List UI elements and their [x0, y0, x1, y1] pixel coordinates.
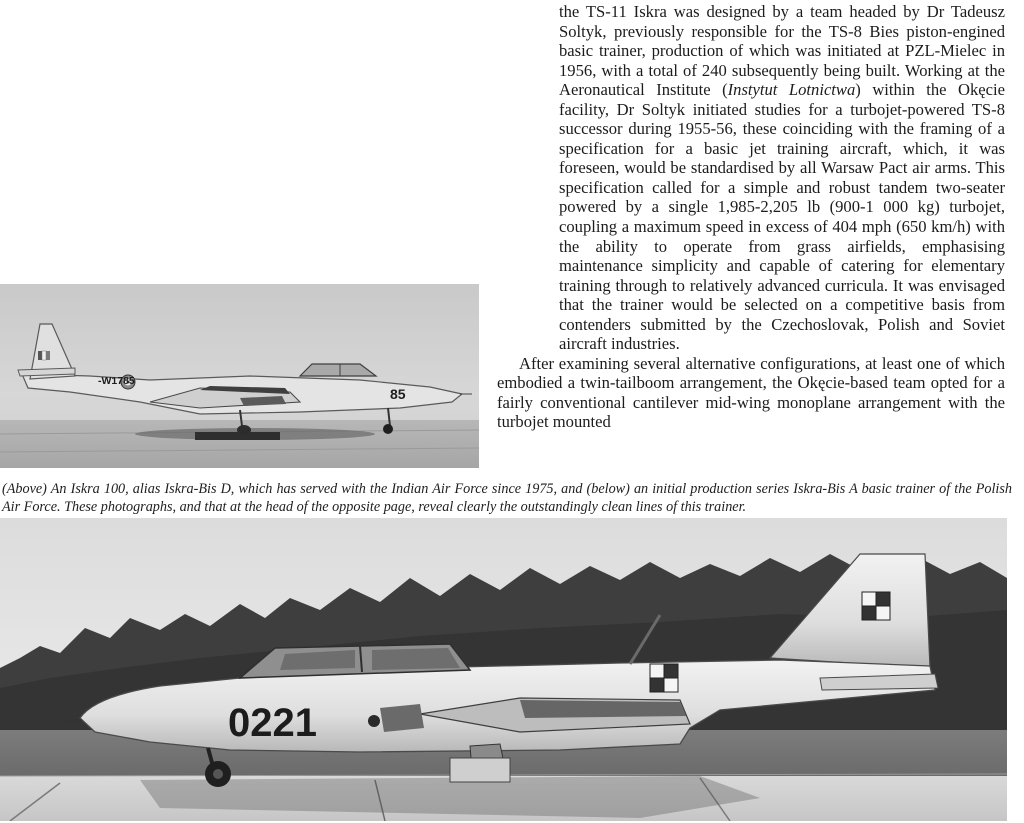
fuselage-code-bottom: 0221	[228, 701, 317, 745]
paragraph-2: After examining several alternative configurations, at least one of which embodied a twin-tailboom arrangement, the Okęcie-based team opted for a fairly conventional cantilever mid-wing monoplane arrangement with the turbojet mounted	[497, 353, 1005, 432]
paragraph-1-text-b: ) within the Okęcie facility, Dr Soltyk initiated studies for a turbojet-powered TS-8 successor during 1955-56, these coinciding with the framing of a specification for a basic jet training aircraft, which, it was foreseen, would be standardised by all Warsaw Pact air arms. This specification called for a simple and robust tandem two-seater powered by a single 1,985-2,205 lb (900-1 000 kg) turbojet, coupling a maximum speed in excess of 404 mph (650 km/h) with the ability to operate from grass airfields, emphasising maintenance simplicity and capable of catering for elementary training through to relatively advanced curricula. It was envisaged that the trainer would be selected on a competitive basis from contenders submitted by the Czechoslovak, Polish and Soviet aircraft industries.	[559, 80, 1006, 354]
serial-marking: -W1785	[98, 375, 135, 387]
paragraph-1-text-a: the TS-11 Iskra was designed by a team headed by Dr Tadeusz Soltyk, previously responsible for the TS-8 Bies piston-engined basic trainer, production of which was initiated at PZL-Mielec in 1956, with a total of 240 subsequently being built. Working at the Aeronautical Institute (	[559, 2, 1005, 100]
photo-iskra-indian-air-force	[0, 284, 479, 468]
fuselage-code-top: 85	[390, 386, 406, 402]
photo-iskra-polish-air-force	[0, 518, 1007, 821]
article-body	[497, 2, 1005, 432]
photo-caption: (Above) An Iskra 100, alias Iskra-Bis D, which has served with the Indian Air Force since 1975, and (below) an initial production series Iskra-Bis A basic trainer of the Polish Air Force. These photographs, and that at the head of the opposite page, reveal clearly the outstandingly clean lines of this trainer.	[2, 481, 1012, 515]
paragraph-1	[497, 2, 1005, 354]
institute-name-italic: Instytut Lotnictwa	[727, 80, 856, 100]
